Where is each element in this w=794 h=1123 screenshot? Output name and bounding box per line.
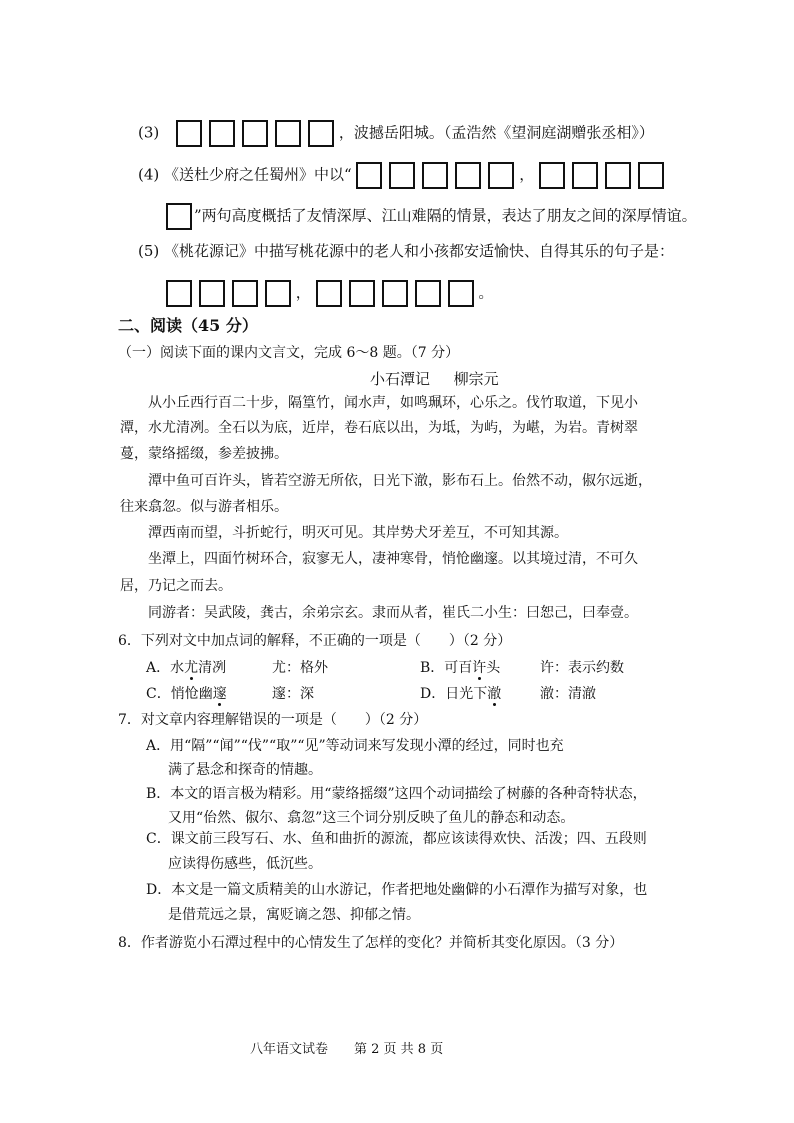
answer-box[interactable] [488,162,514,189]
answer-boxes-q3[interactable] [176,120,334,147]
option-b[interactable] [420,658,500,678]
passage-line: 坐潭上，四面竹树环合，寂寥无人，凄神寒骨，悄怆幽邃。以其境过清，不可久 [148,551,638,567]
answer-box[interactable] [199,280,225,307]
option-b-line-2: 又用“佁然、俶尔、翕忽”这三个词分别反映了鱼儿的静态和动态。 [168,810,575,826]
passage-line: 居，乃记之而去。 [120,578,232,594]
answer-box[interactable] [605,162,631,189]
option-label: B．可百 [420,660,473,676]
question-3-text: ，波撼岳阳城。（孟浩然《望洞庭湖赠张丞相》） [338,123,654,142]
passage-title: 小石潭记 [370,370,431,388]
dotted-word: 尤 [184,660,199,676]
question-5 [138,241,674,261]
option-label: D．日光下 [420,686,488,702]
option-c-line-2: 应读得伤感些，低沉些。 [168,856,322,872]
question-5-comma: ， [295,283,311,302]
option-c-line-1[interactable]: C．课文前三段写石、水、鱼和曲折的源流，都应该读得欢快、活泼；四、五段则 [146,831,647,847]
option-text: 头 [486,660,501,676]
passage-line: 蔓，蒙络摇缀，参差披拂。 [120,446,288,462]
option-c[interactable] [146,684,227,704]
answer-box[interactable] [176,120,202,147]
option-text: 清冽 [198,660,227,676]
question-4 [138,162,664,189]
answer-box[interactable] [389,162,415,189]
option-a-explanation: 尤：格外 [272,660,328,676]
question-7-stem: 7．对文章内容理解错误的一项是（ ）（2 分） [118,712,428,728]
question-5-label: (5) [138,242,160,260]
option-a[interactable] [146,658,226,678]
dotted-word: 许 [472,660,487,676]
option-label: C．悄怆幽 [146,686,213,702]
option-d-explanation: 澈：清澈 [540,686,596,702]
question-8-stem: 8．作者游览小石潭过程中的心情发生了怎样的变化？并简析其变化原因。（3 分） [118,935,624,951]
answer-box[interactable] [422,162,448,189]
option-b-explanation: 许：表示约数 [540,660,624,676]
question-6-stem: 6．下列对文中加点词的解释，不正确的一项是（ ）（2 分） [118,633,512,649]
option-a-line-2: 满了悬念和探奇的情趣。 [168,762,322,778]
answer-box[interactable] [316,280,342,307]
section-title: 二、阅读（45 分） [118,316,258,335]
question-4-comma: ， [519,165,535,184]
question-3-label: (3) [138,123,160,142]
answer-box[interactable] [232,280,258,307]
passage-line: 从小丘西行百二十步，隔篁竹，闻水声，如鸣珮环，心乐之。伐竹取道，下见小 [148,395,638,411]
passage-line: 往来翕忽。似与游者相乐。 [120,499,288,515]
answer-box[interactable] [539,162,565,189]
passage-line: 潭中鱼可百许头，皆若空游无所依，日光下澈，影布石上。佁然不动，俶尔远逝， [148,473,652,489]
dotted-word: 澈 [487,686,502,702]
question-5-answer [166,280,493,307]
answer-box[interactable] [415,280,441,307]
option-d-line-2: 是借荒远之景，寓贬谪之怨、抑郁之情。 [168,907,420,923]
answer-box[interactable] [209,120,235,147]
answer-boxes-q5a[interactable] [166,280,291,307]
answer-box[interactable] [166,203,192,230]
answer-boxes-q4a[interactable] [356,162,514,189]
answer-box[interactable] [455,162,481,189]
option-label: A．水 [146,660,185,676]
question-4-suffix: ”两句高度概括了友情深厚、江山难隔的情景，表达了朋友之间的深厚情谊。 [194,206,697,225]
answer-boxes-q4b[interactable] [539,162,664,189]
passage-author: 柳宗元 [453,370,499,388]
option-c-explanation: 邃：深 [272,686,314,702]
question-4-label: (4) [138,165,160,184]
answer-box[interactable] [242,120,268,147]
dotted-word: 邃 [212,686,227,702]
passage-line: 潭，水尤清冽。全石以为底，近岸，卷石底以出，为坻，为屿，为嵁，为岩。青树翠 [120,420,638,436]
answer-box[interactable] [448,280,474,307]
answer-box[interactable] [349,280,375,307]
question-3 [138,120,654,147]
answer-box[interactable] [275,120,301,147]
answer-box[interactable] [265,280,291,307]
answer-box[interactable] [382,280,408,307]
option-a-line-1[interactable]: A．用“隔”“闻”“伐”“取”“见”等动词来写发现小潭的经过，同时也充 [146,738,564,754]
question-5-text: 《桃花源记》中描写桃花源中的老人和小孩都安适愉快、自得其乐的句子是： [164,242,675,260]
option-d[interactable] [420,684,501,704]
answer-box[interactable] [572,162,598,189]
passage-line: 潭西南而望，斗折蛇行，明灭可见。其岸势犬牙差互，不可知其源。 [148,525,568,541]
answer-box[interactable] [638,162,664,189]
answer-box[interactable] [308,120,334,147]
answer-boxes-q5b[interactable] [316,280,474,307]
option-b-line-1[interactable]: B．本文的语言极为精彩。用“蒙络摇缀”这四个动词描绘了树藤的各种奇特状态， [146,786,647,802]
part-title: （一）阅读下面的课内文言文，完成 6～8 题。（7 分） [118,345,460,361]
question-4-line-2 [166,203,697,230]
answer-box[interactable] [356,162,382,189]
question-4-prefix: 《送杜少府之任蜀州》中以“ [164,165,352,184]
option-d-line-1[interactable]: D．本文是一篇文质精美的山水游记，作者把地处幽僻的小石潭作为描写对象，也 [146,882,648,898]
answer-box[interactable] [166,280,192,307]
question-5-end: 。 [478,283,494,302]
passage-heading [370,369,499,389]
passage-line: 同游者：吴武陵，龚古，余弟宗玄。隶而从者，崔氏二小生：曰恕己，曰奉壹。 [148,605,638,621]
page-footer: 八年语文试卷 第 2 页 共 8 页 [250,1042,444,1057]
